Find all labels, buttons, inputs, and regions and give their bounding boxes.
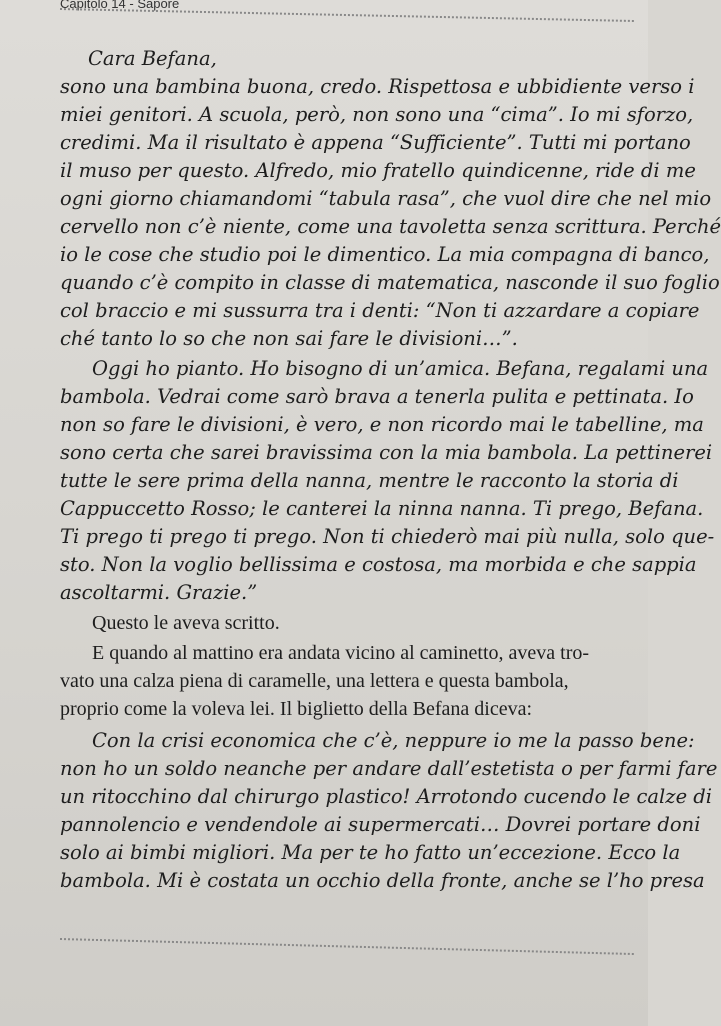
letter-line: sono certa che sarei bravissima con la mia bambola. La pettinerei [60, 441, 713, 464]
letter-line: sto. Non la voglio bellissima e costosa, ma morbida e che sappia [60, 553, 697, 576]
letter-line: ascoltarmi. Grazie.” [60, 581, 258, 604]
letter-line: Cappuccetto Rosso; le canterei la ninna nanna. Ti prego, Befana. [60, 497, 704, 520]
befana-note-line: pannolencio e vendendole ai supermercati… Dovrei portare doni [60, 813, 701, 836]
letter-line: il muso per questo. Alfredo, mio fratello quindicenne, ride di me [60, 159, 696, 182]
narration-line: vato una calza piena di caramelle, una lettera e questa bambola, [60, 670, 569, 692]
befana-note-line: Con la crisi economica che c’è, neppure io me la passo bene: [92, 729, 695, 752]
letter-line: credimi. Ma il risultato è appena “Sufficiente”. Tutti mi portano [60, 131, 691, 154]
letter-line: tutte le sere prima della nanna, mentre le racconto la storia di [60, 469, 679, 492]
bottom-dotted-divider [60, 938, 634, 955]
letter-line: Ti prego ti prego ti prego. Non ti chiederò mai più nulla, solo que- [60, 525, 715, 548]
befana-note-line: bambola. Mi è costata un occhio della fronte, anche se l’ho presa [60, 869, 705, 892]
befana-note-line: un ritocchino dal chirurgo plastico! Arrotondo cucendo le calze di [60, 785, 713, 808]
letter-line: ché tanto lo so che non sai fare le divisioni…”. [60, 327, 518, 350]
letter-line: bambola. Vedrai come sarò brava a tenerla pulita e pettinata. Io [60, 385, 694, 408]
narration-line: Questo le aveva scritto. [92, 612, 280, 634]
letter-line: Oggi ho pianto. Ho bisogno di un’amica. Befana, regalami una [92, 357, 709, 380]
top-dotted-divider [60, 8, 634, 22]
letter-greeting: Cara Befana, [88, 47, 217, 70]
narration-line: proprio come la voleva lei. Il biglietto della Befana diceva: [60, 698, 533, 720]
letter-line: ogni giorno chiamandomi “tabula rasa”, che vuol dire che nel mio [60, 187, 712, 210]
letter-line: io le cose che studio poi le dimentico. La mia compagna di banco, [60, 243, 710, 266]
letter-line: cervello non c’è niente, come una tavoletta senza scrittura. Perché [60, 215, 721, 238]
befana-note-line: non ho un soldo neanche per andare dall’estetista o per farmi fare [60, 757, 718, 780]
letter-line: quando c’è compito in classe di matematica, nasconde il suo foglio [60, 271, 720, 294]
letter-line: sono una bambina buona, credo. Rispettosa e ubbidiente verso i [60, 75, 695, 98]
chapter-header: Capitolo 14 - Sapore [60, 0, 180, 11]
letter-line: col braccio e mi sussurra tra i denti: “Non ti azzardare a copiare [60, 299, 700, 322]
narration-line: E quando al mattino era andata vicino al caminetto, aveva tro- [92, 642, 590, 664]
befana-note-line: solo ai bimbi migliori. Ma per te ho fatto un’eccezione. Ecco la [60, 841, 681, 864]
letter-line: non so fare le divisioni, è vero, e non ricordo mai le tabelline, ma [60, 413, 704, 436]
letter-line: miei genitori. A scuola, però, non sono una “cima”. Io mi sforzo, [60, 103, 694, 126]
